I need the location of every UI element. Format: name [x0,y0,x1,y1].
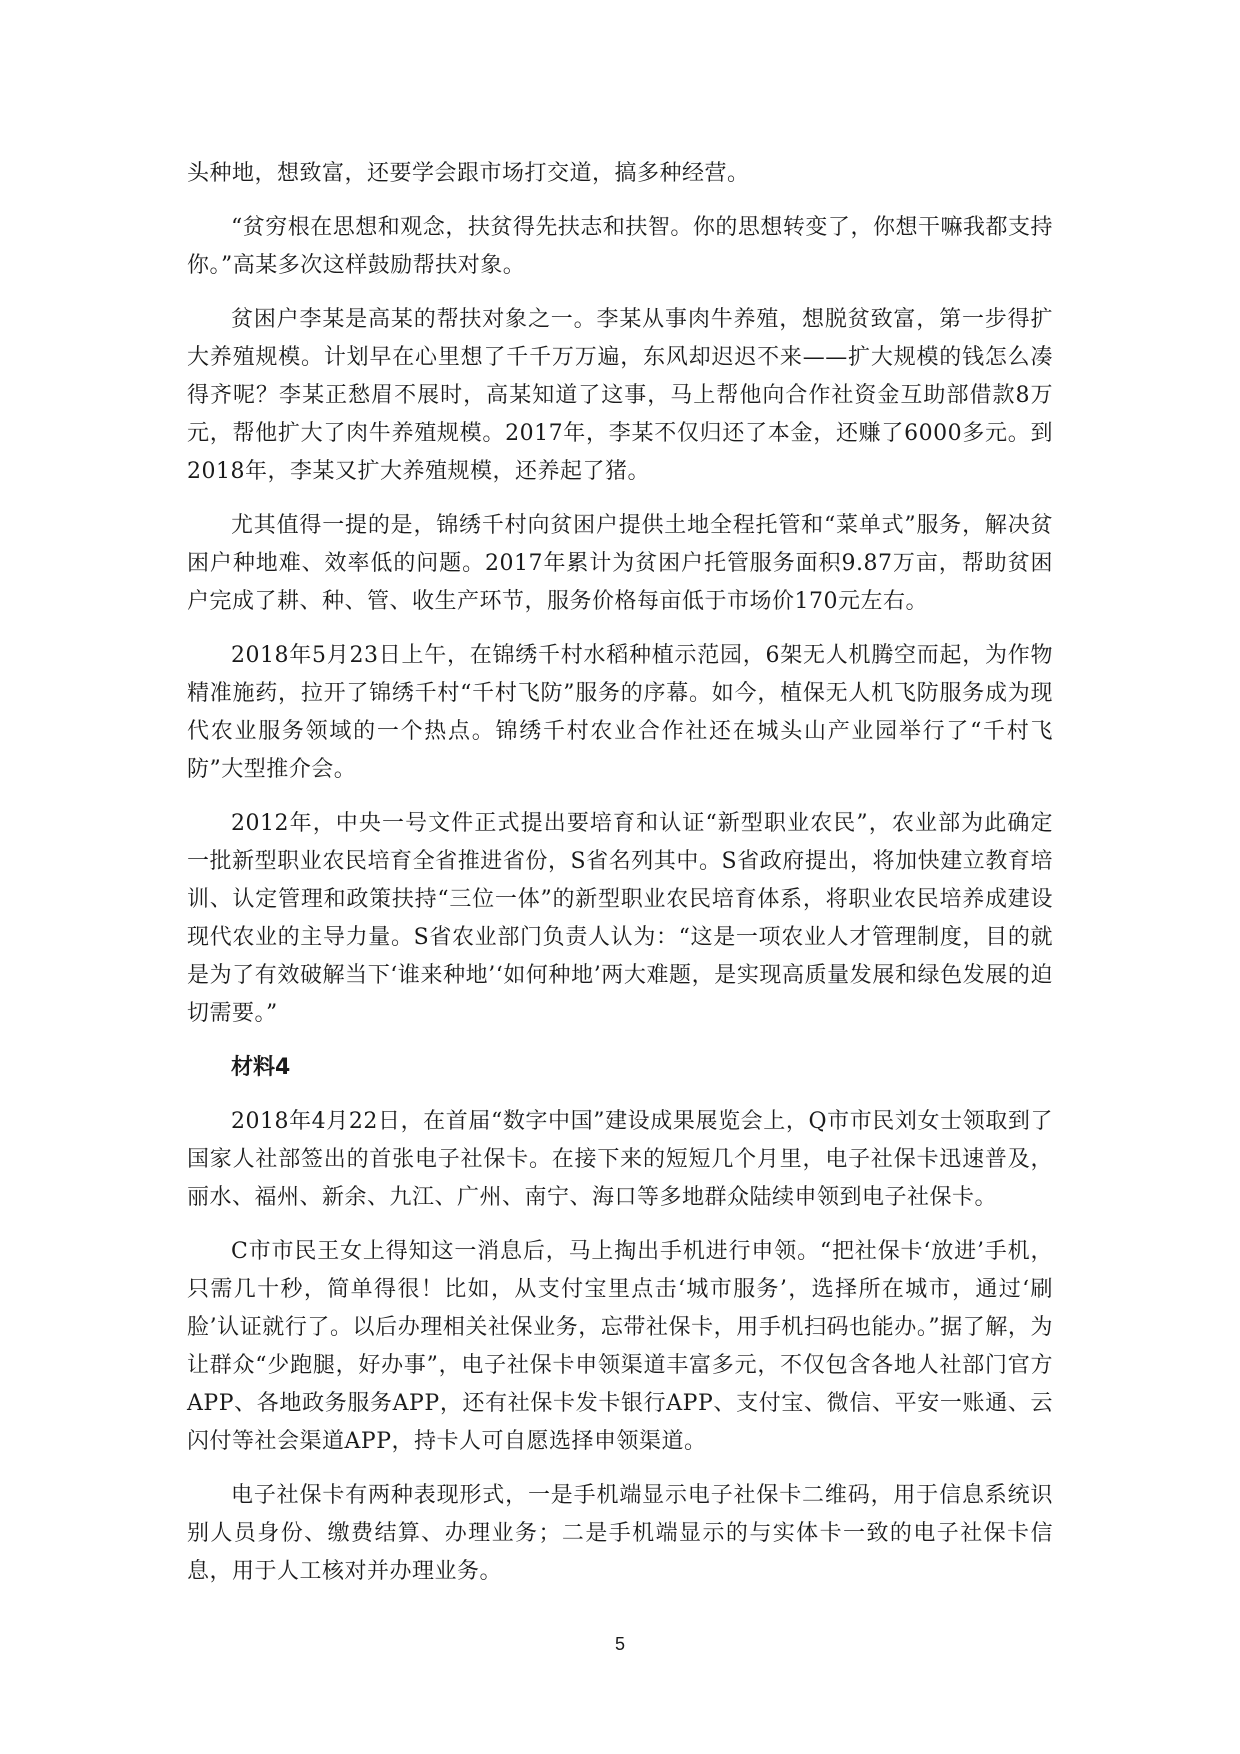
document-page [187,155,1053,1607]
paragraph-li-cattle: 贫困户李某是高某的帮扶对象之一。李某从事肉牛养殖，想脱贫致富，第一步得扩大养殖规模。计划早在心里想了千千万万遍，东风却迟迟不来——扩大规模的钱怎么凑得齐呢？李某正愁眉不展时，高某知道了这事，马上帮他向合作社资金互助部借款8万元，帮他扩大了肉牛养殖规模。2017年，李某不仅归还了本金，还赚了6000多元。到2018年，李某又扩大养殖规模，还养起了猪。 [187,307,1053,484]
paragraph-quote-gao: “贫穷根在思想和观念，扶贫得先扶志和扶智。你的思想转变了，你想干嘛我都支持你。”高某多次这样鼓励帮扶对象。 [187,215,1053,278]
paragraph-new-farmers: 2012年，中央一号文件正式提出要培育和认证“新型职业农民”，农业部为此确定一批新型职业农民培育全省推进省份，S省名列其中。S省政府提出，将加快建立教育培训、认定管理和政策扶持“三位一体”的新型职业农民培育体系，将职业农民培养成建设现代农业的主导力量。S省农业部门负责人认为：“这是一项农业人才管理制度，目的就是为了有效破解当下‘谁来种地’‘如何种地’两大难题，是实现高质量发展和绿色发展的迫切需要。” [187,811,1053,1026]
paragraph-continuation: 头种地，想致富，还要学会跟市场打交道，搞多种经营。 [187,161,750,186]
page-number: 5 [614,1634,625,1654]
paragraph-card-forms: 电子社保卡有两种表现形式，一是手机端显示电子社保卡二维码，用于信息系统识别人员身份、缴费结算、办理业务；二是手机端显示的与实体卡一致的电子社保卡信息，用于人工核对并办理业务。 [187,1483,1053,1584]
paragraph-digital-china: 2018年4月22日，在首届“数字中国”建设成果展览会上，Q市市民刘女士领取到了国家人社部签出的首张电子社保卡。在接下来的短短几个月里，电子社保卡迅速普及，丽水、福州、新余、九江、广州、南宁、海口等多地群众陆续申领到电子社保卡。 [187,1109,1053,1210]
paragraph-drones: 2018年5月23日上午，在锦绣千村水稻种植示范园，6架无人机腾空而起，为作物精准施药，拉开了锦绣千村“千村飞防”服务的序幕。如今，植保无人机飞防服务成为现代农业服务领域的一个热点。锦绣千村农业合作社还在城头山产业园举行了“千村飞防”大型推介会。 [187,643,1053,782]
paragraph-land-hosting: 尤其值得一提的是，锦绣千村向贫困户提供土地全程托管和“菜单式”服务，解决贫困户种地难、效率低的问题。2017年累计为贫困户托管服务面积9.87万亩，帮助贫困户完成了耕、种、管、收生产环节，服务价格每亩低于市场价170元左右。 [187,513,1053,614]
paragraph-wang-apply: C市市民王女上得知这一消息后，马上掏出手机进行申领。“把社保卡‘放进’手机，只需几十秒，简单得很！比如，从支付宝里点击‘城市服务’，选择所在城市，通过‘刷脸’认证就行了。以后办理相关社保业务，忘带社保卡，用手机扫码也能办。”据了解，为让群众“少跑腿，好办事”，电子社保卡申领渠道丰富多元，不仅包含各地人社部门官方APP、各地政务服务APP，还有社保卡发卡银行APP、支付宝、微信、平安一账通、云闪付等社会渠道APP，持卡人可自愿选择申领渠道。 [187,1239,1053,1454]
section-heading-material-4: 材料4 [231,1055,291,1080]
